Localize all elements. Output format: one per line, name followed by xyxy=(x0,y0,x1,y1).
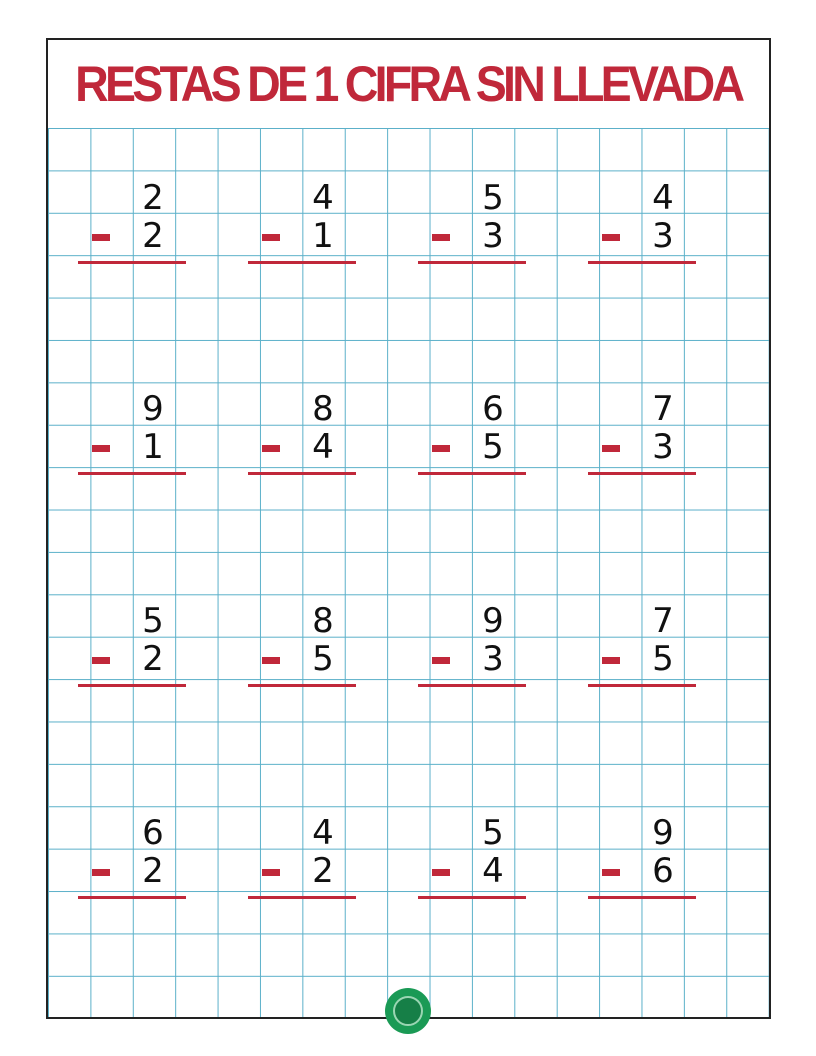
subtrahend-digit: 1 xyxy=(142,427,164,467)
minus-sign-icon xyxy=(92,234,110,241)
answer-rule xyxy=(248,684,356,687)
subtraction-problem xyxy=(248,813,358,905)
subtrahend-digit: 3 xyxy=(482,216,504,256)
minuend-digit: 4 xyxy=(652,178,674,218)
subtraction-problem xyxy=(248,601,358,693)
subtraction-problem xyxy=(418,178,528,270)
minus-sign-icon xyxy=(262,657,280,664)
minuend-digit: 8 xyxy=(312,601,334,641)
subtraction-problem xyxy=(78,389,188,481)
minuend-digit: 4 xyxy=(312,178,334,218)
answer-rule xyxy=(78,472,186,475)
subtrahend-digit: 5 xyxy=(652,639,674,679)
minuend-digit: 4 xyxy=(312,813,334,853)
page-title: RESTAS DE 1 CIFRA SIN LLEVADA xyxy=(75,56,742,112)
minus-sign-icon xyxy=(262,234,280,241)
answer-rule xyxy=(418,472,526,475)
minus-sign-icon xyxy=(262,445,280,452)
minus-sign-icon xyxy=(432,234,450,241)
answer-rule xyxy=(418,261,526,264)
minuend-digit: 9 xyxy=(652,813,674,853)
subtraction-problem xyxy=(418,601,528,693)
subtraction-problem xyxy=(78,813,188,905)
answer-rule xyxy=(248,261,356,264)
subtraction-problem xyxy=(248,389,358,481)
answer-rule xyxy=(588,896,696,899)
subtraction-problem xyxy=(418,813,528,905)
minus-sign-icon xyxy=(602,657,620,664)
subtrahend-digit: 6 xyxy=(652,851,674,891)
minus-sign-icon xyxy=(92,445,110,452)
minus-sign-icon xyxy=(432,445,450,452)
answer-rule xyxy=(418,896,526,899)
subtrahend-digit: 5 xyxy=(482,427,504,467)
minuend-digit: 7 xyxy=(652,389,674,429)
subtrahend-digit: 5 xyxy=(312,639,334,679)
subtrahend-digit: 4 xyxy=(482,851,504,891)
subtraction-problem xyxy=(588,389,698,481)
subtrahend-digit: 4 xyxy=(312,427,334,467)
answer-rule xyxy=(588,472,696,475)
minus-sign-icon xyxy=(92,869,110,876)
minuend-digit: 2 xyxy=(142,178,164,218)
answer-rule xyxy=(78,684,186,687)
minus-sign-icon xyxy=(602,445,620,452)
subtrahend-digit: 2 xyxy=(142,216,164,256)
answer-rule xyxy=(588,261,696,264)
answer-rule xyxy=(78,896,186,899)
subtrahend-digit: 3 xyxy=(652,216,674,256)
minus-sign-icon xyxy=(432,657,450,664)
title-band xyxy=(48,40,769,128)
minuend-digit: 9 xyxy=(482,601,504,641)
minuend-digit: 6 xyxy=(142,813,164,853)
subtraction-problem xyxy=(588,178,698,270)
answer-rule xyxy=(588,684,696,687)
minuend-digit: 9 xyxy=(142,389,164,429)
minuend-digit: 6 xyxy=(482,389,504,429)
answer-rule xyxy=(248,472,356,475)
minuend-digit: 7 xyxy=(652,601,674,641)
minuend-digit: 8 xyxy=(312,389,334,429)
subtrahend-digit: 2 xyxy=(142,639,164,679)
subtrahend-digit: 3 xyxy=(652,427,674,467)
subtraction-problem xyxy=(78,178,188,270)
subtraction-problem xyxy=(78,601,188,693)
subtrahend-digit: 2 xyxy=(142,851,164,891)
answer-rule xyxy=(248,896,356,899)
minus-sign-icon xyxy=(602,869,620,876)
minus-sign-icon xyxy=(432,869,450,876)
answer-rule xyxy=(418,684,526,687)
minus-sign-icon xyxy=(92,657,110,664)
subtrahend-digit: 2 xyxy=(312,851,334,891)
minus-sign-icon xyxy=(262,869,280,876)
minus-sign-icon xyxy=(602,234,620,241)
subtraction-problem xyxy=(588,813,698,905)
answer-rule xyxy=(78,261,186,264)
logo-inner-icon xyxy=(393,996,423,1026)
subtraction-problem xyxy=(588,601,698,693)
publisher-logo-icon xyxy=(385,988,431,1034)
minuend-digit: 5 xyxy=(482,813,504,853)
subtraction-problem xyxy=(418,389,528,481)
minuend-digit: 5 xyxy=(142,601,164,641)
subtrahend-digit: 1 xyxy=(312,216,334,256)
minuend-digit: 5 xyxy=(482,178,504,218)
subtraction-problem xyxy=(248,178,358,270)
subtrahend-digit: 3 xyxy=(482,639,504,679)
